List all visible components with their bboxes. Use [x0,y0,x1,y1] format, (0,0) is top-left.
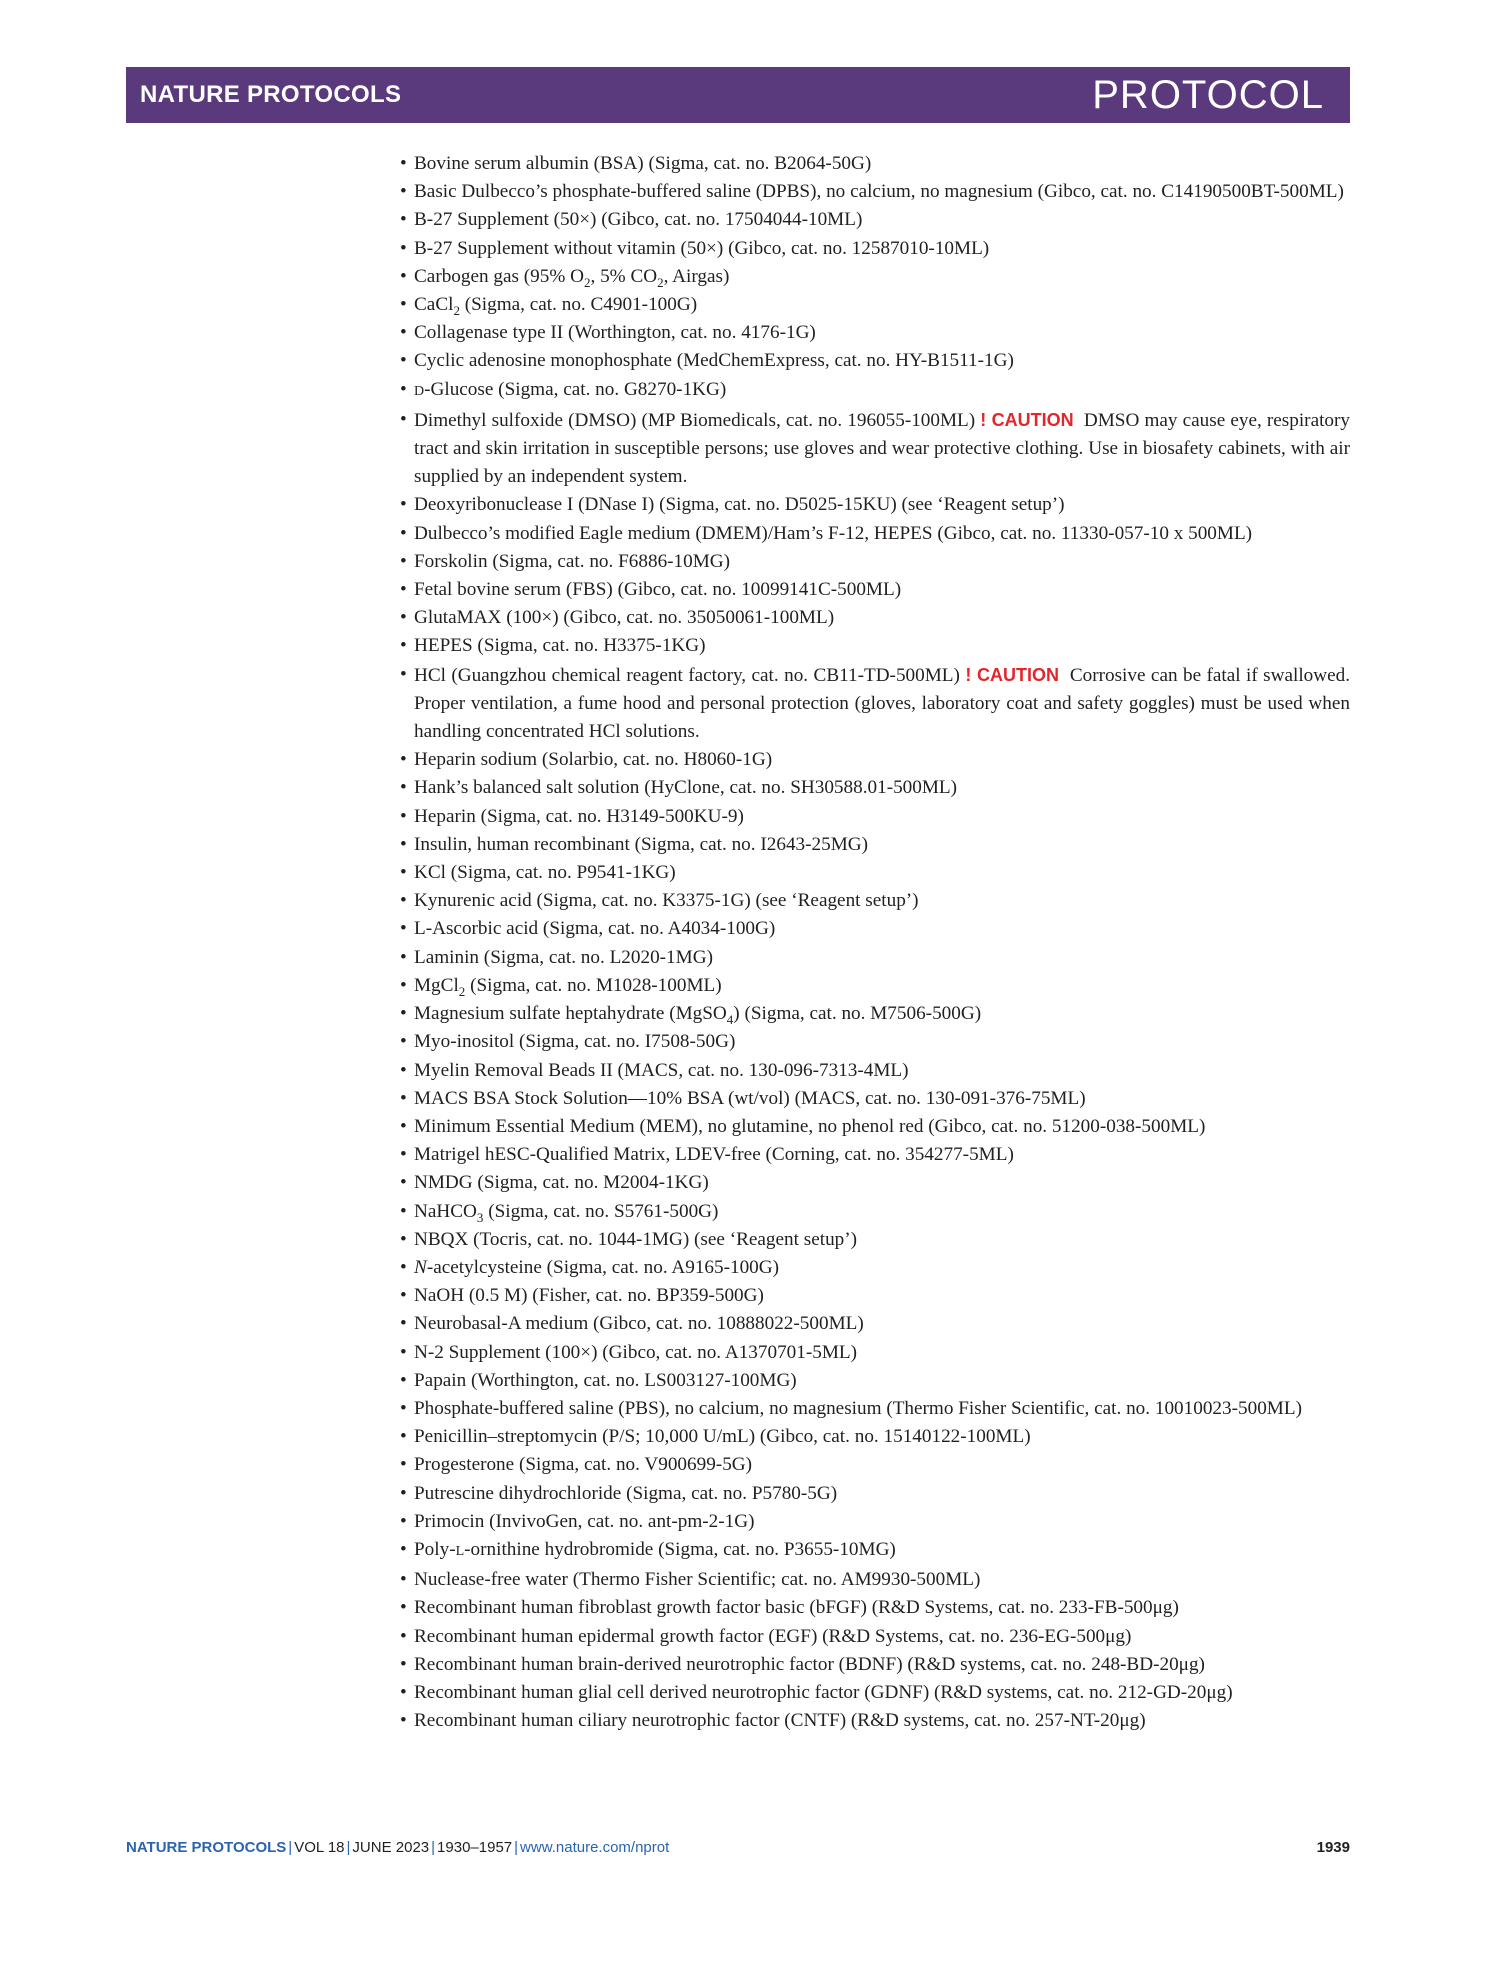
footer-pages: 1930–1957 [437,1839,513,1856]
list-item: • MACS BSA Stock Solution—10% BSA (wt/vol) (MACS, cat. no. 130-091-376-75ML) [402,1085,1350,1113]
header-bar [126,67,1350,123]
list-item: • Minimum Essential Medium (MEM), no glutamine, no phenol red (Gibco, cat. no. 51200-038-500ML) [402,1113,1350,1141]
list-item: • NMDG (Sigma, cat. no. M2004-1KG) [402,1169,1350,1197]
list-item: • Recombinant human ciliary neurotrophic factor (CNTF) (R&D systems, cat. no. 257-NT-20μg) [402,1707,1350,1735]
list-item: • Papain (Worthington, cat. no. LS003127-100MG) [402,1367,1350,1395]
list-item: • Recombinant human fibroblast growth factor basic (bFGF) (R&D Systems, cat. no. 233-FB-500μg) [402,1594,1350,1622]
list-item: • NaOH (0.5 M) (Fisher, cat. no. BP359-500G) [402,1282,1350,1310]
page-number: 1939 [1316,1839,1350,1856]
list-item: • Magnesium sulfate heptahydrate (MgSO$_4$) (Sigma, cat. no. M7506-500G) [402,1000,1350,1028]
list-item: • NaHCO$_3$ (Sigma, cat. no. S5761-500G) [402,1198,1350,1226]
caution-label: ! CAUTION [980,409,1074,430]
list-item: • Myelin Removal Beads II (MACS, cat. no. 130-096-7313-4ML) [402,1057,1350,1085]
list-item: • Dimethyl sulfoxide (DMSO) (MP Biomedicals, cat. no. 196055-100ML) ! CAUTION DMSO may cause eye, respiratory tract and skin irritation in susceptible persons; use gloves and wear protective clothing. Use in biosafety cabinets, with air supplied by an independent system. [402,406,1350,492]
list-item: • GlutaMAX (100×) (Gibco, cat. no. 35050061-100ML) [402,604,1350,632]
list-item: • HEPES (Sigma, cat. no. H3375-1KG) [402,632,1350,660]
list-item: • Heparin (Sigma, cat. no. H3149-500KU-9) [402,803,1350,831]
list-item: • CaCl$_2$ (Sigma, cat. no. C4901-100G) [402,291,1350,319]
caution-label: ! CAUTION [965,664,1059,685]
list-item: • Deoxyribonuclease I (DNase I) (Sigma, cat. no. D5025-15KU) (see ‘Reagent setup’) [402,491,1350,519]
list-item: • Dulbecco’s modified Eagle medium (DMEM)/Ham’s F-12, HEPES (Gibco, cat. no. 11330-057-10 x 500ML) [402,520,1350,548]
list-item: • Kynurenic acid (Sigma, cat. no. K3375-1G) (see ‘Reagent setup’) [402,887,1350,915]
list-item: • N-acetylcysteine (Sigma, cat. no. A9165-100G) [402,1254,1350,1282]
list-item: • Myo-inositol (Sigma, cat. no. I7508-50G) [402,1028,1350,1056]
list-item: • Carbogen gas (95% $O_2$, 5% $CO_2$, Airgas) [402,263,1350,291]
list-item: • Phosphate-buffered saline (PBS), no calcium, no magnesium (Thermo Fisher Scientific, cat. no. 10010023-500ML) [402,1395,1350,1423]
list-item: • Putrescine dihydrochloride (Sigma, cat. no. P5780-5G) [402,1480,1350,1508]
footer-separator: | [431,1839,436,1856]
list-item: • Poly-L-ornithine hydrobromide (Sigma, cat. no. P3655-10MG) [402,1536,1350,1566]
list-item: • Forskolin (Sigma, cat. no. F6886-10MG) [402,548,1350,576]
list-item: • N-2 Supplement (100×) (Gibco, cat. no. A1370701-5ML) [402,1339,1350,1367]
list-item: • B-27 Supplement without vitamin (50×) (Gibco, cat. no. 12587010-10ML) [402,235,1350,263]
list-item: • KCl (Sigma, cat. no. P9541-1KG) [402,859,1350,887]
list-item: • Fetal bovine serum (FBS) (Gibco, cat. no. 10099141C-500ML) [402,576,1350,604]
list-item: • Basic Dulbecco’s phosphate-buffered saline (DPBS), no calcium, no magnesium (Gibco, cat. no. C14190500BT-500ML) [402,178,1350,206]
list-item: • Recombinant human glial cell derived neurotrophic factor (GDNF) (R&D systems, cat. no. 212-GD-20μg) [402,1679,1350,1707]
article-type: PROTOCOL [1092,73,1324,117]
reagent-list [402,150,1350,1735]
list-item: • Recombinant human brain-derived neurotrophic factor (BDNF) (R&D systems, cat. no. 248-BD-20μg) [402,1651,1350,1679]
list-item: • Collagenase type II (Worthington, cat. no. 4176-1G) [402,319,1350,347]
list-item: • D-Glucose (Sigma, cat. no. G8270-1KG) [402,376,1350,406]
list-item: • MgCl$_2$ (Sigma, cat. no. M1028-100ML) [402,972,1350,1000]
list-item: • L-Ascorbic acid (Sigma, cat. no. A4034-100G) [402,915,1350,943]
footer-volume: VOL 18 [294,1839,345,1856]
page-footer [126,1839,1350,1856]
journal-name: NATURE PROTOCOLS [140,81,402,108]
list-item: • Hank’s balanced salt solution (HyClone, cat. no. SH30588.01-500ML) [402,774,1350,802]
footer-url-link[interactable]: www.nature.com/nprot [520,1839,670,1856]
footer-separator: | [514,1839,519,1856]
list-item: • Heparin sodium (Solarbio, cat. no. H8060-1G) [402,746,1350,774]
list-item: • Recombinant human epidermal growth factor (EGF) (R&D Systems, cat. no. 236-EG-500μg) [402,1623,1350,1651]
footer-date: JUNE 2023 [352,1839,430,1856]
list-item: • Progesterone (Sigma, cat. no. V900699-5G) [402,1451,1350,1479]
footer-separator: | [288,1839,293,1856]
list-item: • Laminin (Sigma, cat. no. L2020-1MG) [402,944,1350,972]
footer-separator: | [346,1839,351,1856]
list-item: • Bovine serum albumin (BSA) (Sigma, cat. no. B2064-50G) [402,150,1350,178]
list-item: • Matrigel hESC-Qualified Matrix, LDEV-free (Corning, cat. no. 354277-5ML) [402,1141,1350,1169]
list-item: • Primocin (InvivoGen, cat. no. ant-pm-2-1G) [402,1508,1350,1536]
footer-journal: NATURE PROTOCOLS [126,1839,287,1856]
list-item: • Insulin, human recombinant (Sigma, cat. no. I2643-25MG) [402,831,1350,859]
list-item: • Nuclease-free water (Thermo Fisher Scientific; cat. no. AM9930-500ML) [402,1566,1350,1594]
list-item: • Penicillin–streptomycin (P/S; 10,000 U/mL) (Gibco, cat. no. 15140122-100ML) [402,1423,1350,1451]
list-item: • NBQX (Tocris, cat. no. 1044-1MG) (see ‘Reagent setup’) [402,1226,1350,1254]
list-item: • Cyclic adenosine monophosphate (MedChemExpress, cat. no. HY-B1511-1G) [402,347,1350,375]
list-item: • Neurobasal-A medium (Gibco, cat. no. 10888022-500ML) [402,1310,1350,1338]
list-item: • HCl (Guangzhou chemical reagent factory, cat. no. CB11-TD-500ML) ! CAUTION Corrosive can be fatal if swallowed. Proper ventilation, a fume hood and personal protection (gloves, laboratory coat and safety goggles) must be used when handling concentrated HCl solutions. [402,661,1350,747]
list-item: • B-27 Supplement (50×) (Gibco, cat. no. 17504044-10ML) [402,206,1350,234]
